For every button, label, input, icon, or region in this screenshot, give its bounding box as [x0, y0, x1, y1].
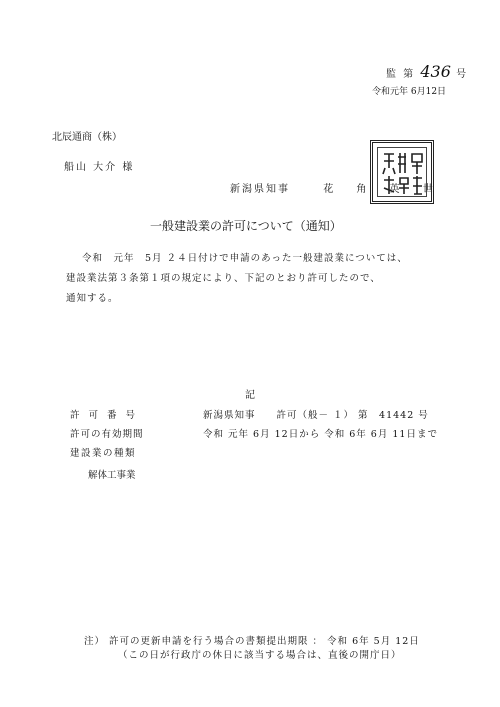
addressee-name: 船山 大介 様 — [64, 162, 135, 173]
ref-number: 436 — [420, 62, 451, 81]
construction-type-label: 建設業の種類 — [70, 448, 137, 459]
note-line-2: （この日が行政庁の休日に該当する場合は、直後の開庁日） — [118, 650, 402, 661]
construction-type-value: 解体工事業 — [88, 470, 136, 481]
body-line-1: 令和 元年 5月 ２４日付けで申請のあった一般建設業については、 — [82, 253, 408, 264]
validity-label: 許可の有効期間 — [70, 429, 144, 440]
note-line-1: 注） 許可の更新申請を行う場合の書類提出期限 ： 令和 6年 5月 12日 — [84, 636, 420, 647]
reference-number — [386, 62, 468, 81]
official-seal — [370, 140, 434, 204]
body-line-3: 通知する。 — [66, 293, 119, 304]
body-line-2: 建設業法第３条第１項の規定により、下記のとおり許可したので、 — [66, 273, 381, 284]
issuer-title: 新潟県知事 — [230, 184, 290, 195]
issuer-name: 花 角 英 世 — [323, 184, 443, 195]
permit-number-label: 許 可 番 号 — [70, 410, 139, 421]
document-title: 一般建設業の許可について（通知） — [150, 219, 342, 233]
seal-inner-border — [377, 147, 427, 197]
seal-glyphs — [378, 148, 428, 198]
addressee-company: 北辰通商（株） — [52, 132, 122, 143]
ki-heading: 記 — [245, 390, 255, 401]
permit-number-value: 新潟県知事 許可（般－ １） 第 41442 号 — [203, 410, 429, 421]
issue-date: 令和元年 6月12日 — [372, 87, 447, 97]
ref-prefix: 監 第 — [386, 69, 416, 80]
ref-suffix: 号 — [456, 69, 469, 80]
validity-value: 令和 元年 6月 12日から 令和 6年 6月 11日まで — [203, 429, 438, 440]
